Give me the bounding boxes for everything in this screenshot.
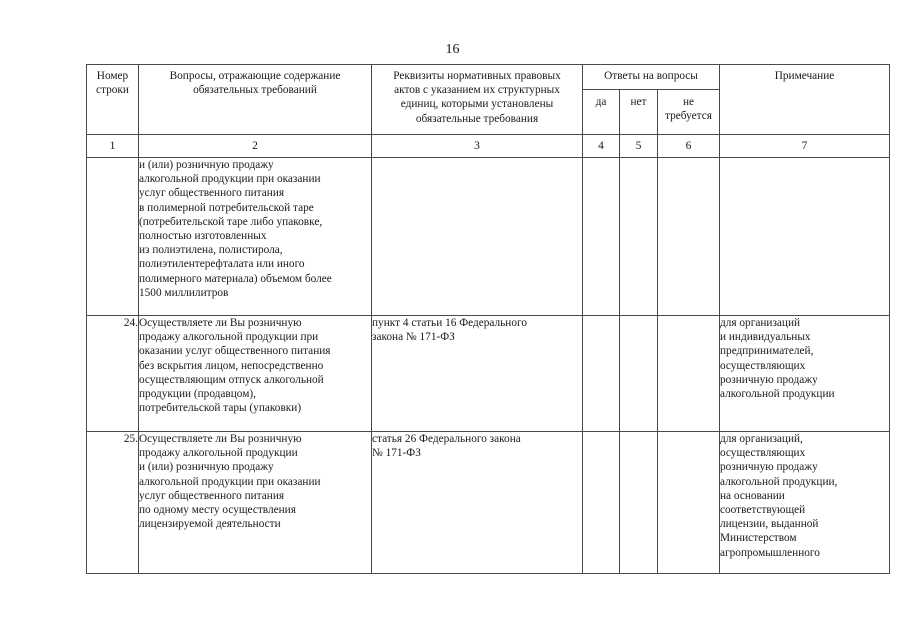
row-question: Осуществляете ли Вы розничную продажу алкогольной продукции при оказании услуг общественного питания без вскрытия лицом, непосредственно осуществляющим отпуск алкогольной продукции (продавцом), потребительской тары (упаковки) [139,316,372,432]
requirements-table [86,64,890,574]
row-acts [372,158,583,316]
column-number: 5 [620,135,658,158]
row-acts: статья 26 Федерального закона № 171-ФЗ [372,432,583,574]
answer-yes-cell [583,158,620,316]
header-no: нет [620,90,658,135]
column-number: 7 [720,135,890,158]
answer-yes-cell [583,432,620,574]
header-yes: да [583,90,620,135]
answer-no-cell [620,316,658,432]
header-not-required: не требуется [658,90,720,135]
page-number: 16 [445,42,460,57]
header-answers: Ответы на вопросы [583,65,720,90]
header-row-number: Номер строки [87,65,139,135]
table-header [87,65,890,135]
row-question: Осуществляете ли Вы розничную продажу алкогольной продукции и (или) розничную продажу алкогольной продукции при оказании услуг общественного питания по одному месту осуществления лицензируемой деятельности [139,432,372,574]
row-number [87,158,139,316]
header-questions: Вопросы, отражающие содержание обязательных требований [139,65,372,135]
row-acts: пункт 4 статьи 16 Федерального закона № 171-ФЗ [372,316,583,432]
answer-not-required-cell [658,316,720,432]
column-number: 3 [372,135,583,158]
column-number: 2 [139,135,372,158]
row-question: и (или) розничную продажу алкогольной продукции при оказании услуг общественного питания в полимерной потребительской таре (потребительской таре либо упаковке, полностью изготовленных из полиэтилена, полистирола, полиэтилентерефталата или иного полимерного материала) объемом более 1500 миллилитров [139,158,372,316]
table-row [87,432,890,574]
header-acts: Реквизиты нормативных правовых актов с указанием их структурных единиц, которыми установлены обязательные требования [372,65,583,135]
answer-yes-cell [583,316,620,432]
table-row [87,316,890,432]
header-note: Примечание [720,65,890,135]
row-number: 24. [87,316,139,432]
answer-no-cell [620,158,658,316]
column-number: 4 [583,135,620,158]
answer-not-required-cell [658,432,720,574]
row-number: 25. [87,432,139,574]
column-numbers-row [87,135,890,158]
answer-no-cell [620,432,658,574]
table-row [87,158,890,316]
column-number: 1 [87,135,139,158]
column-number: 6 [658,135,720,158]
row-note [720,158,890,316]
row-note: для организаций, осуществляющих розничную продажу алкогольной продукции, на основании соответствующей лицензии, выданной Министерством агропромышленного [720,432,890,574]
answer-not-required-cell [658,158,720,316]
row-note: для организаций и индивидуальных предпринимателей, осуществляющих розничную продажу алкогольной продукции [720,316,890,432]
